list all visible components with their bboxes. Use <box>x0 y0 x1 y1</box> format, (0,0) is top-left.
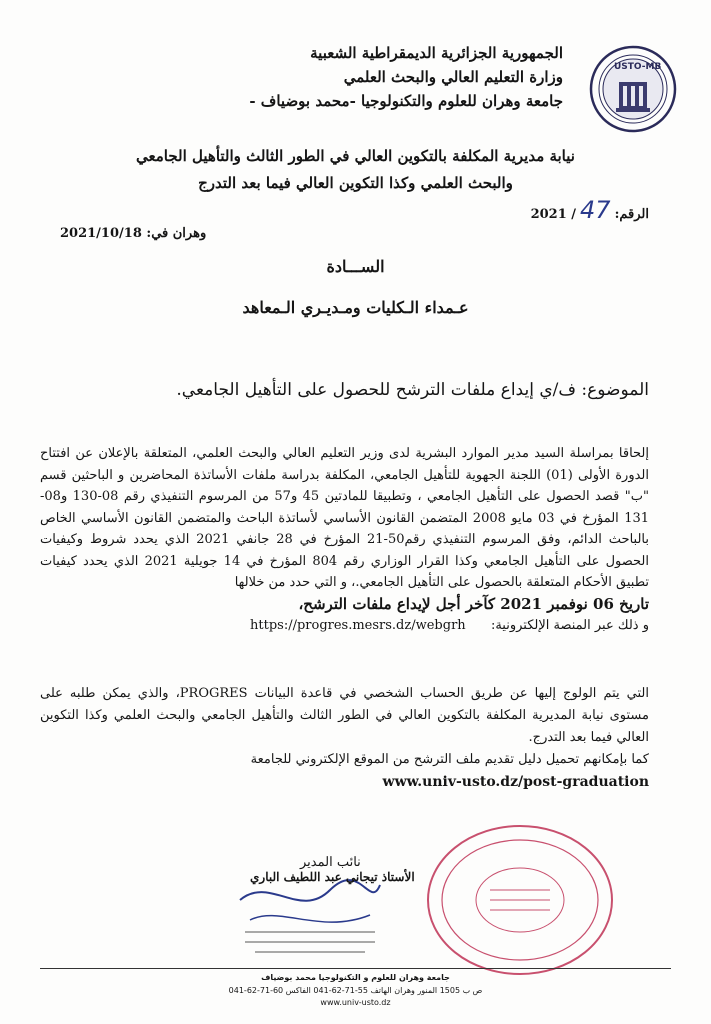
letter-body-2 <box>40 683 649 794</box>
university-logo <box>588 44 678 134</box>
directorate-line2: والبحث العلمي وكذا التكوين العالي فيما بعد التدرج <box>198 174 513 192</box>
addressees: عـمداء الـكليات ومـديـري الـمعاهد <box>242 298 469 317</box>
body-paragraph-3: كما بإمكانهم تحميل دليل تقديم ملف الترشح من الموقع الإلكتروني للجامعة <box>250 752 649 767</box>
place-date <box>60 226 206 241</box>
handwritten-number: 47 <box>580 196 611 224</box>
platform-label: و ذلك عبر المنصة الإلكترونية: <box>490 618 649 633</box>
footer-rule <box>40 968 671 969</box>
subject-line: الموضوع: ف/ي إيداع ملفات الترشح للحصول على التأهيل الجامعي. <box>176 380 649 400</box>
republic-name: الجمهورية الجزائرية الديمقراطية الشعبية <box>310 44 563 62</box>
deputy-director-title: نائب المدير <box>300 855 361 870</box>
body-paragraph-2: التي يتم الولوج إليها عن طريق الحساب الشخصي في قاعدة البيانات PROGRES، والذي يمكن طلبه على مستوى نيابة المديرية المكلفة بالتكوين العالي في الطور الثالث والتأهيل الجامعي والبحث العلمي وكذا التكوين العالي فيما بعد التدرج. <box>40 686 649 745</box>
logo-text: USTO-MB <box>614 62 662 72</box>
official-round-stamp <box>420 820 620 980</box>
letter-date: 2021/10/18 <box>60 226 142 241</box>
deadline-line: تاريخ 06 نوفمبر 2021 كآخر أجل لإيداع ملفات الترشح، <box>298 594 649 613</box>
platform-line <box>40 615 649 637</box>
salutation: الســـادة <box>326 257 385 276</box>
place-label: وهران في: <box>146 226 207 241</box>
body-paragraph-1: إلحاقا بمراسلة السيد مدير الموارد البشرية لدى وزير التعليم العالي والبحث العلمي، المتعلقة بالإعلان عن افتتاح الدورة الأولى (01) اللجنة الجهوية للتأهيل الجامعي، المكلفة بدراسة ملفات الأساتذة المحاضرين و الباحثين قسم "ب" قصد الحصول على التأهيل الجامعي ، وتطبيقا للمادتين 45 و57 من المرسوم التنفيذي رقم 08-130 و08-131 المؤرخ في 03 مايو 2008 المتضمن القانون الأساسي لأساتذة الباحث والمتضمن القانون الأساسي الخاص بالباحث الدائم، وفق المرسوم التنفيذي رقم50-21 المؤرخ في 28 جانفي 2021 الذي يحدد شروط وكيفيات الحصول على التأهيل الجامعي وكذا القرار الوزاري رقم 804 المؤرخ في 14 جويلية 2021 الذي يحدد كيفيات تطبيق الأحكام المتعلقة بالحصول على التأهيل الجامعي.، و التي حدد من خلالها <box>40 446 650 590</box>
footer-university: جامعة وهران للعلوم و التكنولوجيا محمد بوضياف <box>261 973 450 982</box>
ministry-name: وزارة التعليم العالي والبحث العلمي <box>343 68 563 86</box>
directorate-line1: نيابة مديرية المكلفة بالتكوين العالي في الطور الثالث والتأهيل الجامعي <box>136 147 575 165</box>
signer-name: الأستاذ تيجاني عبد اللطيف الباري <box>250 870 415 884</box>
guide-url: www.univ-usto.dz/post-graduation <box>382 774 649 790</box>
university-name: جامعة وهران للعلوم والتكنولوجيا -محمد بوضياف - <box>249 92 563 110</box>
platform-url: https://progres.mesrs.dz/webgrh <box>250 618 466 633</box>
reference-label: الرقم: <box>614 207 649 222</box>
reference-number <box>531 196 649 224</box>
footer-contact: ص ب 1505 المنور وهران الهاتف 55-71-62-041 الفاكس 60-71-62-041 <box>228 986 483 995</box>
reference-year: / 2021 <box>530 207 577 222</box>
letter-body <box>40 443 649 637</box>
footer-website: www.univ-usto.dz <box>320 998 391 1007</box>
